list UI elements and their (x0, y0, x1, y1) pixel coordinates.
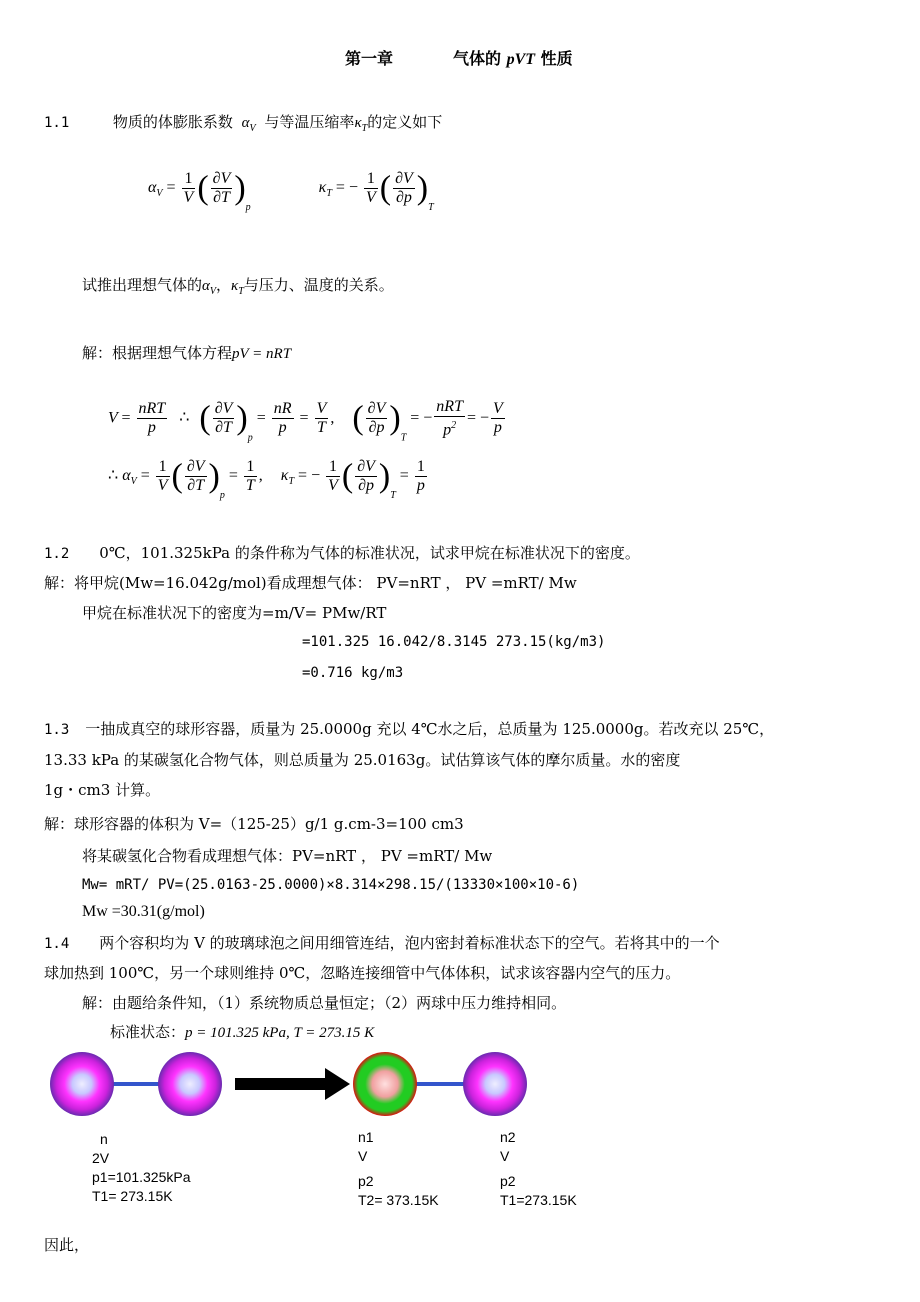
therefore-text: 因此， (44, 1236, 90, 1254)
right-state-labels: n2 V p2 T1=273.15K (500, 1129, 577, 1208)
q14-line-1: 1.4 两个容积均为 V 的玻璃球泡之间用细管连结，泡内密封着标准状态下的空气。若将其中的一个 (44, 934, 720, 952)
q12-solution-3: =101.325 16.042/8.3145 273.15(kg/m3) (302, 634, 606, 650)
cold-bulb (463, 1052, 527, 1116)
middle-state-labels: n1 V p2 T2= 373.15K (358, 1129, 439, 1208)
q11-question: 1.1 物质的体膨胀系数 $\alpha_V$ 与等温压缩率$\kappa_T$的定义如下 (44, 113, 443, 134)
derivation-line-1: V = $\frac{\text{nRT}}{p}$ ∴ ( $\frac{\partial V}{\partial T}$ )$_p$ = $\frac{nR}{p}$ = $\frac{V}{T}$ , ( $\frac{\partial V}{\partial p}$ )$_T$ = − $\frac{\text{nRT}}{p^2}$ = − $\frac{V}{p}$ (108, 398, 503, 444)
q12-solution-2: 甲烷在标准状况下的密度为=m/V= PMw/RT (82, 604, 387, 622)
left-state-labels: n (100, 1131, 108, 1147)
definition-equations: $\alpha_V$ = $\frac{1}{V}$ ( $\frac{\partial V}{\partial T}$ )$_p$ $\kappa_T$ = − $\frac{1}{V}$ ( $\frac{\partial V}{\partial p}$ )$_T$ (148, 169, 434, 214)
arrow-icon (235, 1068, 350, 1100)
q11-ask: 试推出理想气体的$\alpha_V$，$\kappa_T$与压力、温度的关系。 (82, 276, 394, 297)
q12-question: 1.2 0℃，101.325kPa 的条件称为气体的标准状况，试求甲烷在标准状况下的密度。 (44, 544, 640, 562)
page-title: 第一章 气体的 pVT 性质 (345, 49, 573, 68)
bulb-diagram (40, 1044, 600, 1134)
q12-solution-4: =0.716 kg/m3 (302, 665, 404, 681)
q14-solution: 解：由题给条件知，（1）系统物质总量恒定；（2）两球中压力维持相同。 (82, 994, 567, 1012)
hot-bulb (353, 1052, 417, 1116)
left-bulb-1 (50, 1052, 114, 1116)
q14-line-2: 球加热到 100℃，另一个球则维持 0℃，忽略连接细管中气体体积，试求该容器内空气的压力。 (44, 964, 681, 982)
left-bulb-2 (158, 1052, 222, 1116)
q13-solution-1: 解：球形容器的体积为 V=（125-25）g/1 g.cm-3=100 cm3 (44, 815, 464, 833)
q13-solution-3: Mw= mRT/ PV=(25.0163-25.0000)×8.314×298.15/(13330×100×10-6) (82, 877, 580, 893)
derivation-line-2: ∴ $\alpha_V$ = $\frac{1}{V}$ ( $\frac{\partial V}{\partial T}$ )$_p$ = $\frac{1}{T}$ , $\kappa_T$ = − $\frac{1}{V}$ ( $\frac{\partial V}{\partial p}$ )$_T$ = $\frac{1}{p}$ (108, 457, 425, 502)
q11-solution-intro: 解：根据理想气体方程pV = nRT (82, 344, 292, 362)
q13-solution-2: 将某碳氢化合物看成理想气体：PV=nRT ， PV =mRT/ Mw (82, 847, 493, 865)
q13-line-2: 13.33 kPa 的某碳氢化合物气体，则总质量为 25.0163g。试估算该气体的摩尔质量。水的密度 (44, 751, 681, 769)
q12-solution-1: 解：将甲烷(Mw=16.042g/mol)看成理想气体： PV=nRT ， PV =mRT/ Mw (44, 574, 577, 592)
standard-state: 标准状态：p = 101.325 kPa, T = 273.15 K (110, 1023, 375, 1041)
left-state-values: 2V p1=101.325kPa T1= 273.15K (92, 1150, 191, 1204)
q13-solution-4: Mw =30.31(g/mol) (82, 903, 205, 920)
q13-line-3: 1g・cm3 计算。 (44, 781, 161, 799)
q13-line-1: 1.3 一抽成真空的球形容器，质量为 25.0000g 充以 4℃水之后，总质量为 125.0000g。若改充以 25℃， (44, 720, 775, 738)
